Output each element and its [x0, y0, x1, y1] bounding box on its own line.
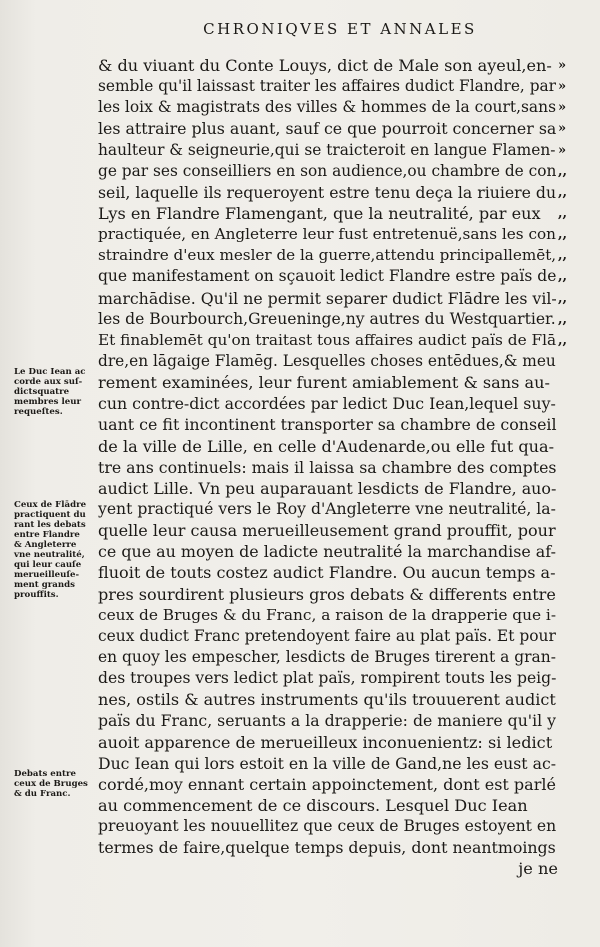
text-line: preuoyant les nouuellitez que ceux de Bruges estoyent en	[98, 817, 557, 836]
text-line: ce que au moyen de ladicte neutralité la marchandise af-	[98, 542, 556, 562]
text-line: les loix & magistrats des villes & hommes de la court,sans	[98, 98, 557, 117]
text-line: rement examinées, leur furent amiablement & sans au-	[98, 373, 550, 393]
text-line: Et finablemēt qu'on traitast tous affaires audict païs de Flā	[98, 330, 557, 349]
quotation-mark	[558, 541, 588, 562]
text-line: des troupes vers ledict plat païs, rompirent touts les peig-	[98, 669, 557, 688]
text-line: nes, ostils & autres instruments qu'ils trouuerent audict	[98, 690, 556, 710]
quotation-mark	[558, 499, 588, 520]
quotation-mark: ,,	[558, 332, 568, 348]
text-line: straindre d'eux mesler de la guerre,attendu principallemēt,	[98, 246, 557, 265]
text-line: uant ce fit incontinent transporter sa chambre de conseil	[98, 415, 557, 435]
text-line: fluoit de touts costez audict Flandre. Ou aucun temps a-	[98, 563, 556, 583]
text-line: je ne	[518, 859, 558, 879]
text-line: les attraire plus auant, sauf ce que pourroit concerner sa	[98, 119, 557, 139]
quotation-mark	[558, 626, 588, 647]
quotation-mark: ,,	[558, 248, 568, 264]
text-line: païs du Franc, seruants a la drapperie: de maniere qu'il y	[98, 711, 557, 731]
text-line: pres sourdirent plusieurs gros debats & differents entre	[98, 584, 556, 604]
margin-note-neutrality: Ceux de Flādre practiquent du rant les debats entre Flandre & Angleterre vne neutralité, qui leur cauſe merueilleuſe- ment grands prouffits.	[14, 500, 87, 600]
quotation-mark	[558, 689, 588, 710]
quotation-mark: »	[558, 100, 567, 116]
quotation-mark: »	[558, 142, 567, 158]
quotation-mark	[558, 732, 588, 753]
margin-note-debates: Debats entre ceux de Bruges & du Franc.	[14, 769, 88, 799]
text-line: yent practiqué vers le Roy d'Angleterre vne neutralité, la-	[98, 499, 556, 518]
quotation-mark: »	[558, 58, 567, 73]
quotation-mark: ,,	[558, 205, 568, 221]
text-line: audict Lille. Vn peu auparauant lesdicts de Flandre, auo-	[98, 478, 557, 498]
quotation-mark: ,,	[558, 163, 568, 179]
quotation-mark: ,,	[558, 184, 568, 200]
text-line: de la ville de Lille, en celle d'Audenarde,ou elle fut qua-	[98, 436, 555, 456]
quotation-mark: ,,	[558, 290, 568, 306]
body-text	[98, 55, 558, 879]
quotation-mark	[558, 837, 588, 858]
quotation-mark	[558, 457, 588, 478]
text-line: auoit apparence de merueilleux inconuenientz: si ledict	[98, 732, 553, 752]
quotation-mark	[558, 584, 588, 605]
quotation-mark	[558, 478, 588, 499]
text-line: & du viuant du Conte Louys, dict de Male son ayeul,en-	[98, 56, 552, 75]
quotation-mark	[558, 393, 588, 414]
quotation-mark	[558, 647, 588, 668]
quotation-mark	[558, 668, 588, 689]
running-title: CHRONIQVES ET ANNALES	[203, 20, 477, 38]
text-line: practiquée, en Angleterre leur fust entretenuë,sans les con	[98, 225, 556, 244]
quotation-mark: ,,	[558, 269, 568, 285]
text-line: haulteur & seigneurie,qui se traicteroit en langue Flamen-	[98, 140, 556, 159]
quotation-mark	[558, 351, 588, 372]
text-line: marchādise. Qu'il ne permit separer dudict Flādre les vil-	[98, 288, 557, 308]
quotation-mark	[558, 774, 588, 795]
quotation-mark	[558, 436, 588, 457]
quotation-mark	[558, 520, 588, 541]
quotation-mark	[558, 795, 588, 816]
quotation-mark	[558, 372, 588, 393]
quotation-marks-column	[558, 55, 588, 879]
quotation-mark	[558, 414, 588, 435]
text-line: tre ans continuels: mais il laissa sa chambre des comptes	[98, 457, 557, 477]
margin-note-duke-grants: Le Duc Iean ac corde aux suſ- dictsquatre membres leur requeſtes.	[14, 367, 86, 417]
text-line: en quoy les empescher, lesdicts de Bruges tirerent a gran-	[98, 647, 556, 666]
text-line: semble qu'il laissast traiter les affaires dudict Flandre, par	[98, 77, 557, 96]
text-line: les de Bourbourch,Greueninge,ny autres du Westquartier.	[98, 309, 556, 328]
text-line: cordé,moy ennant certain appoinctement, dont est parlé	[98, 774, 556, 794]
text-line: Duc Iean qui lors estoit en la ville de Gand,ne les eust ac-	[98, 753, 557, 773]
text-line: ge par ses conseilliers en son audience,ou chambre de con	[98, 161, 557, 180]
quotation-mark	[558, 858, 588, 879]
text-line: termes de faire,quelque temps depuis, dont neantmoings	[98, 838, 556, 858]
quotation-mark	[558, 605, 588, 626]
text-line: seil, laquelle ils requeroyent estre tenu deça la riuiere du	[98, 182, 557, 202]
text-line: ceux de Bruges & du Franc, a raison de la drapperie que i-	[98, 605, 557, 624]
text-line: dre,en lāgaige Flamēg. Lesquelles choses entēdues,& meu	[98, 351, 556, 370]
text-line: quelle leur causa merueilleusement grand prouffit, pour	[98, 521, 556, 541]
text-line: que manifestament on sçauoit ledict Flandre estre païs de	[98, 267, 557, 286]
quotation-mark	[558, 753, 588, 774]
quotation-mark: »	[558, 121, 567, 137]
quotation-mark	[558, 816, 588, 837]
text-line: au commencement de ce discours. Lesquel Duc Iean	[98, 795, 528, 815]
quotation-mark	[558, 562, 588, 583]
quotation-mark: »	[558, 79, 567, 95]
quotation-mark: ,,	[558, 311, 568, 327]
text-line: cun contre-dict accordées par ledict Duc Iean,lequel suy-	[98, 394, 556, 414]
text-line: ceux dudict Franc pretendoyent faire au plat païs. Et pour	[98, 626, 556, 645]
quotation-mark	[558, 710, 588, 731]
quotation-mark: ,,	[558, 227, 568, 243]
text-line: Lys en Flandre Flamengant, que la neutralité, par eux	[98, 203, 541, 223]
